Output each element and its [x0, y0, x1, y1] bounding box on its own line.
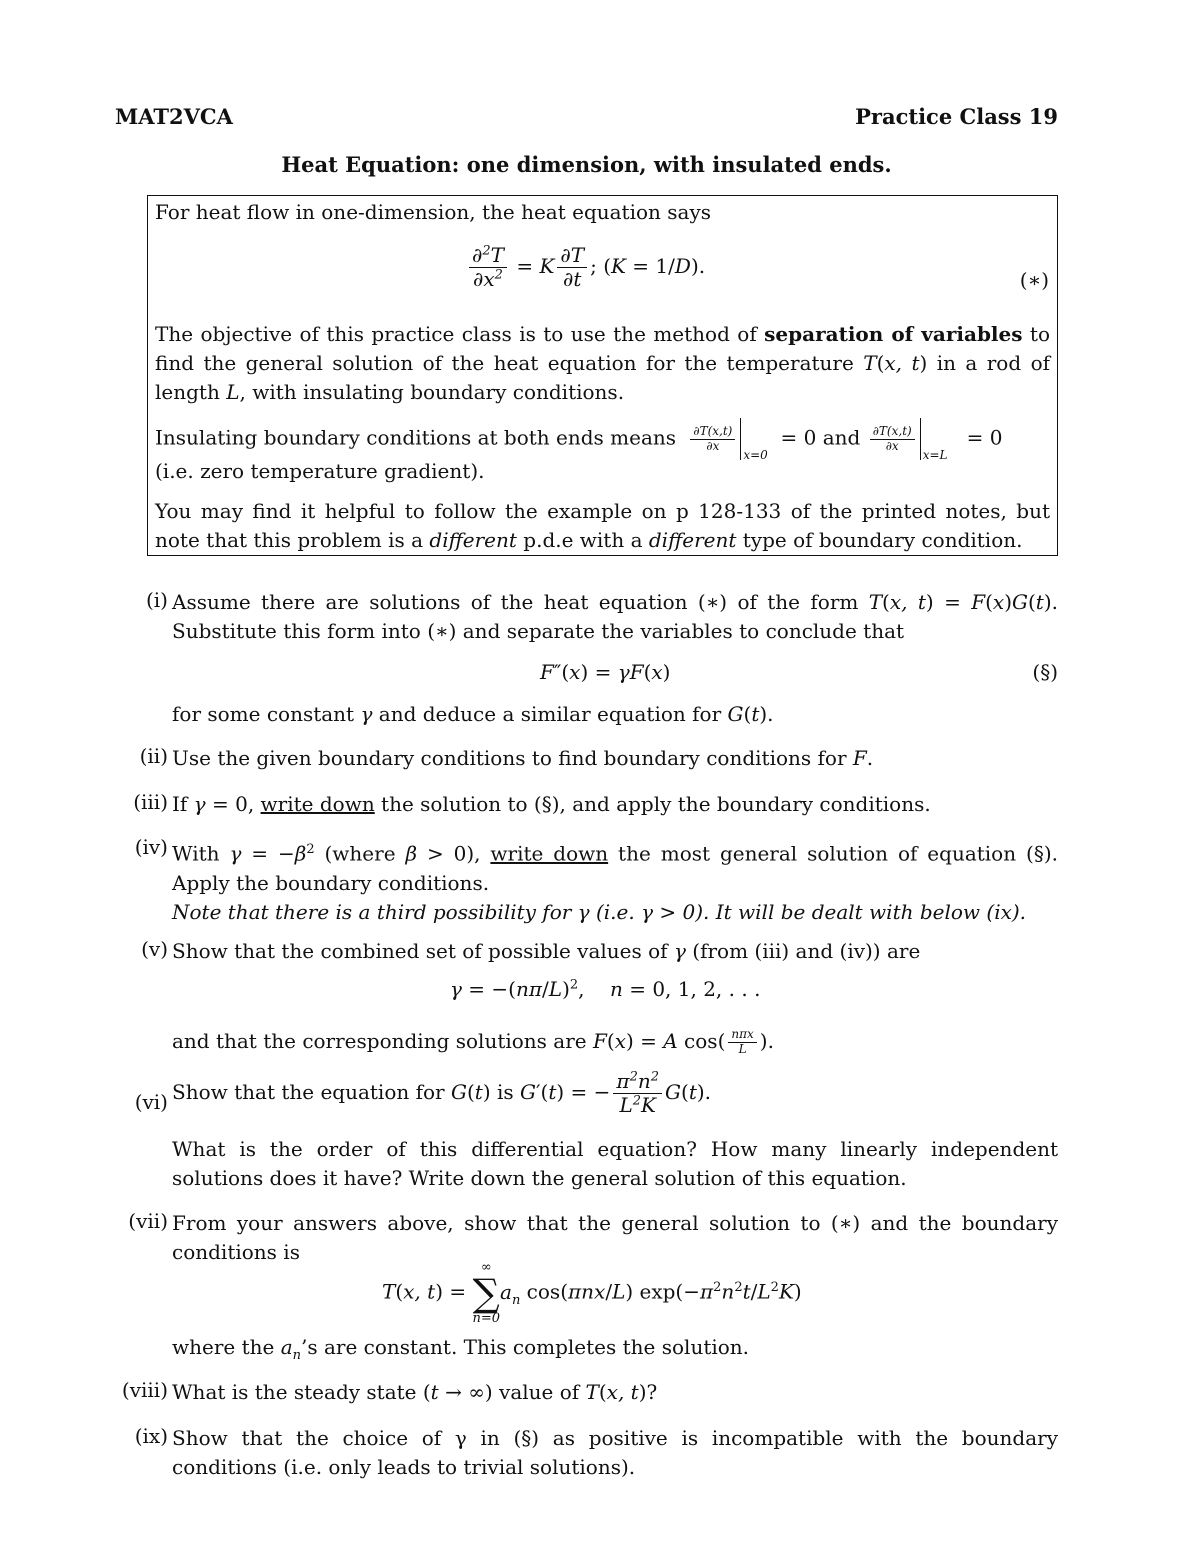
- general-solution-equation: T(x, t) = ∞ ∑ n=0 $a_n$ cos(πnx/L) $\exp(-\pi^2n^2t/L^2K)$: [382, 1260, 802, 1326]
- intro-box: [147, 195, 1058, 556]
- heat-equation: $\frac{\partial^2T}{\partial x^2}$ = K $\frac{\partial T}{\partial t}$ ; (K = 1/D).: [466, 244, 705, 291]
- insulating-text: Insulating boundary conditions at both ends means $\frac{\partial T(x,t)}{\partial x}$ $_{x=0}$ = 0 and $\frac{\partial T(x,t)}{\partial x}$ $_{x=L}$ = 0: [155, 418, 1050, 460]
- course-code: MAT2VCA: [115, 104, 233, 129]
- equation-tag-star: (∗): [1019, 268, 1049, 292]
- insulating-note: (i.e. zero temperature gradient).: [155, 459, 485, 483]
- separated-equation: F″(x) = γF(x): [540, 660, 671, 684]
- intro-text: For heat flow in one-dimension, the heat equation says: [155, 200, 712, 224]
- gamma-values-equation: $\gamma = -(n\pi/L)^2$, n = 0, 1, 2, . . .: [450, 977, 761, 1001]
- question-label: (i): [145, 588, 168, 612]
- follow-text: You may find it helpful to follow the example on p 128-133 of the printed notes, but note that this problem is a different p.d.e with a different type of boundary condition.: [155, 499, 1050, 552]
- page-title: Heat Equation: one dimension, with insulated ends.: [281, 152, 892, 177]
- practice-class-label: Practice Class 19: [855, 104, 1058, 129]
- equation-tag-section: (§): [1032, 660, 1058, 684]
- objective-text: The objective of this practice class is to use the method of separation of variables to find the general solution of the heat equation for the temperature T(x, t) in a rod of length L, with insulating boundary conditions.: [155, 322, 1051, 404]
- page-header: [115, 104, 1058, 134]
